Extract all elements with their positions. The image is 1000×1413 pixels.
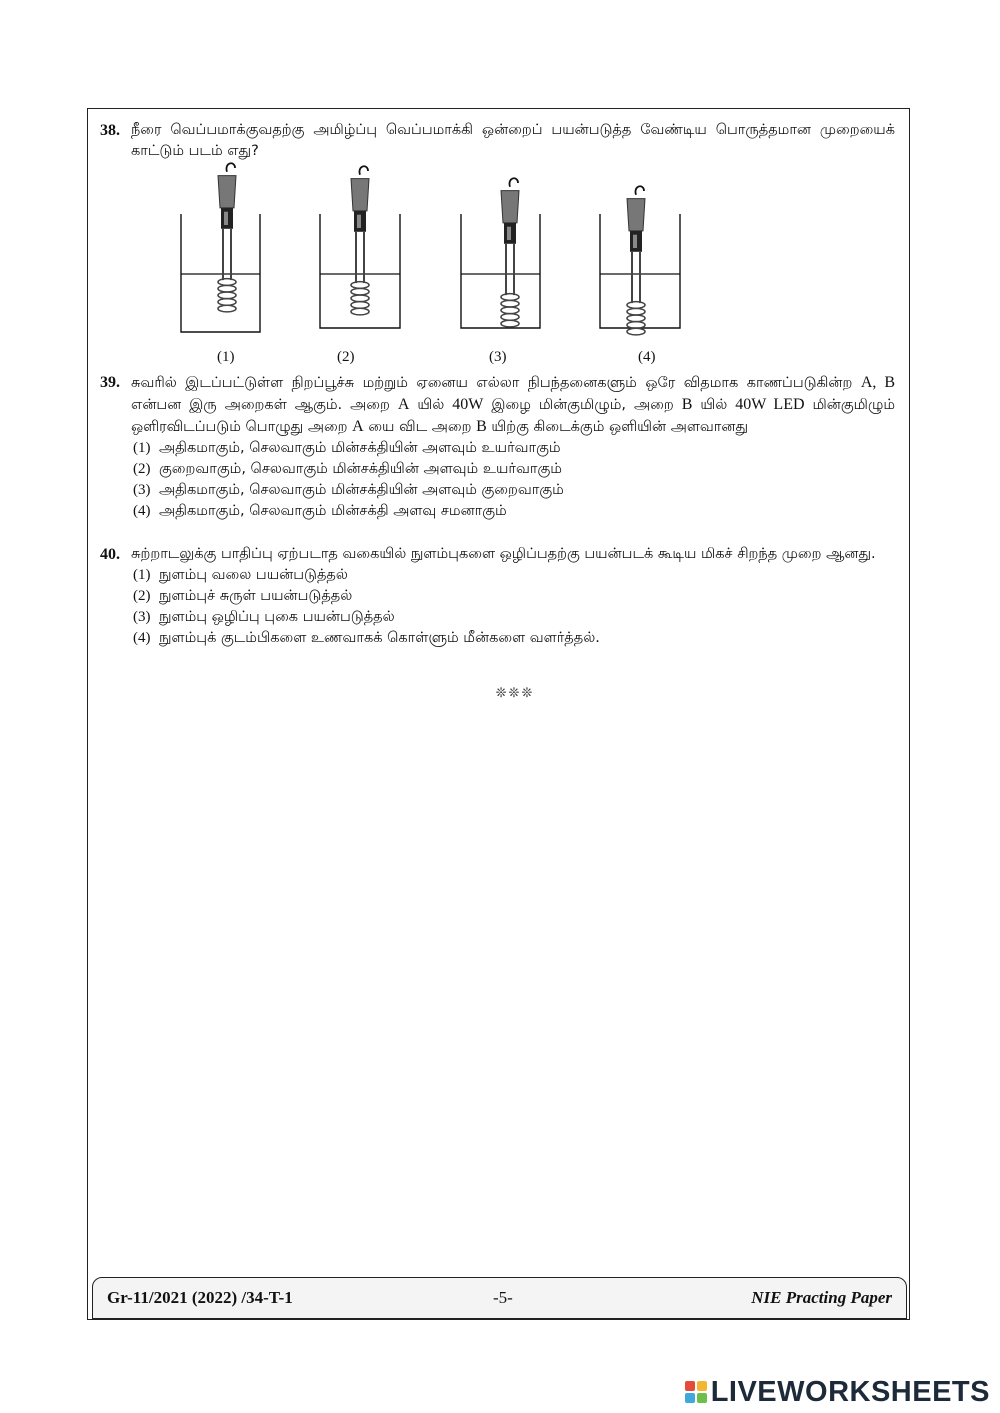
question-text: சுற்றாடலுக்கு பாதிப்பு ஏற்படாத வகையில் நுளம்புகளை ஒழிப்பதற்கு பயன்படக் கூடிய மிகச் சிறந்த முறை ஆனது. (131, 546, 876, 562)
paper-title: NIE Practing Paper (751, 1288, 892, 1307)
option-4: (4) அதிகமாகும், செலவாகும் மின்சக்தி அளவு சமனாகும் (133, 503, 507, 519)
question-number: 40. (100, 546, 120, 563)
beaker-3 (461, 178, 540, 328)
paper-code: Gr-11/2021 (2022) /34-T-1 (107, 1288, 293, 1307)
figure-label-1: (1) (217, 349, 235, 365)
option-3: (3) அதிகமாகும், செலவாகும் மின்சக்தியின் அளவும் குறைவாகும் (133, 482, 564, 498)
question-text: சுவரில் இடப்பட்டுள்ள நிறப்பூச்சு மற்றும் ஏனைய எல்லா நிபந்தனைகளும் ஒரே விதமாக காணப்படுகின்ற A, B என்பன இரு அறைகள் ஆகும். அறை A யில் 40W இழை மின்குமிழும், அறை B யில் 40W LED மின்குமிழும் ஒளிரவிடப்படும் பொழுது அறை A யை விட அறை B யிற்கு கிடைக்கும் ஒளியின் அளவானது (131, 374, 896, 435)
option-2: (2) குறைவாகும், செலவாகும் மின்சக்தியின் அளவும் உயர்வாகும் (133, 461, 562, 477)
option-1: (1) அதிகமாகும், செலவாகும் மின்சக்தியின் அளவும் உயர்வாகும் (133, 440, 561, 456)
page-footer (92, 1277, 907, 1319)
question-number: 38. (100, 122, 120, 139)
liveworksheets-logo-icon (685, 1381, 707, 1403)
question-39 (100, 372, 895, 522)
figure-label-4: (4) (638, 349, 656, 365)
end-mark: ❊❊❊ (495, 686, 535, 701)
beaker-2 (320, 166, 400, 328)
option-1: (1) நுளம்பு வலை பயன்படுத்தல் (133, 567, 348, 583)
question-text: நீரை வெப்பமாக்குவதற்கு அமிழ்ப்பு வெப்பமாக்கி ஒன்றைப் பயன்படுத்த வேண்டிய பொருத்தமான முறையைக் காட்டும் படம் எது? (131, 122, 895, 159)
question-number: 39. (100, 374, 120, 391)
option-3: (3) நுளம்பு ஒழிப்பு புகை பயன்படுத்தல் (133, 609, 395, 625)
liveworksheets-brand[interactable] (685, 1375, 990, 1409)
beaker-4 (600, 186, 680, 335)
brand-name: LIVEWORKSHEETS (710, 1375, 990, 1408)
question-38 (100, 120, 895, 162)
beaker-1 (181, 163, 260, 332)
option-2: (2) நுளம்புச் சுருள் பயன்படுத்தல் (133, 588, 353, 604)
immersion-heater-in-beaker-icon (150, 160, 710, 370)
figure-label-3: (3) (489, 349, 507, 365)
option-4: (4) நுளம்புக் குடம்பிகளை உணவாகக் கொள்ளும் மீன்களை வளர்த்தல். (133, 630, 600, 646)
question-40 (100, 544, 895, 649)
figure-label-2: (2) (337, 349, 355, 365)
page-number: -5- (493, 1288, 513, 1307)
